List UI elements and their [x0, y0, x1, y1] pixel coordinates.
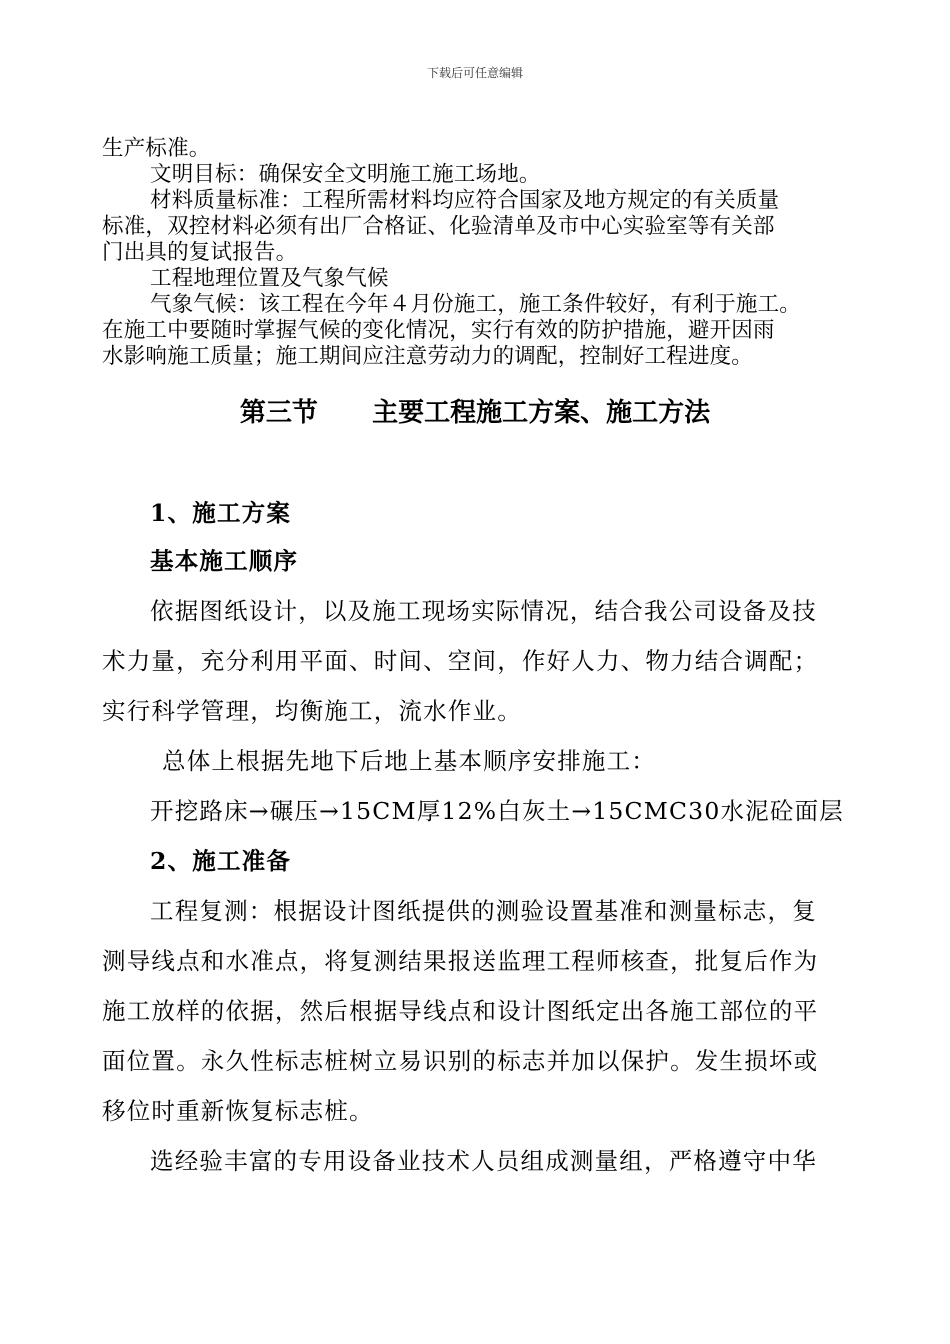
section-title: 第三节 主要工程施工方案、施工方法: [239, 398, 711, 428]
paragraph-line: 面位置。永久性标志桩树立易识别的标志并加以保护。发生损坏或: [102, 1047, 819, 1075]
paragraph-line: 工程复测：根据设计图纸提供的测验设置基准和测量标志，复: [150, 897, 817, 925]
text-line: 水影响施工质量；施工期间应注意劳动力的调配，控制好工程进度。: [102, 344, 754, 369]
text-line: 生产标准。: [102, 136, 211, 161]
paragraph-line: 术力量，充分利用平面、时间、空间，作好人力、物力结合调配；: [102, 647, 819, 675]
paragraph-line: 选经验丰富的专用设备业技术人员组成测量组，严格遵守中华: [150, 1147, 817, 1175]
heading-basic-sequence: 基本施工顺序: [150, 547, 299, 575]
heading-construction-prep: 2、施工准备: [150, 847, 292, 875]
text-line: 材料质量标准：工程所需材料均应符合国家及地方规定的有关质量: [150, 188, 780, 213]
text-line: 在施工中要随时掌握气候的变化情况，实行有效的防护措施，避开因雨: [102, 318, 775, 343]
text-line: 工程地理位置及气象气候: [150, 266, 389, 291]
text-line: 标准，双控材料必须有出厂合格证、化验清单及市中心实验室等有关部: [102, 214, 775, 239]
heading-construction-plan: 1、施工方案: [150, 499, 292, 527]
text-line: 气象气候：该工程在今年４月份施工，施工条件较好，有利于施工。: [150, 292, 802, 317]
paragraph-line: 依据图纸设计，以及施工现场实际情况，结合我公司设备及技: [150, 597, 817, 625]
paragraph-line: 施工放样的依据，然后根据导线点和设计图纸定出各施工部位的平: [102, 997, 819, 1025]
process-sequence: 开挖路床→碾压→15CM厚12%白灰土→15CMC30水泥砼面层: [150, 797, 844, 825]
text-line: 文明目标：确保安全文明施工施工场地。: [150, 162, 541, 187]
page-header-note: 下载后可任意编辑: [426, 66, 523, 80]
paragraph-line: 总体上根据先地下后地上基本顺序安排施工：: [162, 747, 656, 775]
paragraph-line: 移位时重新恢复标志桩。: [102, 1097, 374, 1125]
paragraph-line: 实行科学管理，均衡施工，流水作业。: [102, 697, 522, 725]
text-line: 门出具的复试报告。: [102, 240, 298, 265]
paragraph-line: 测导线点和水准点，将复测结果报送监理工程师核查，批复后作为: [102, 947, 819, 975]
